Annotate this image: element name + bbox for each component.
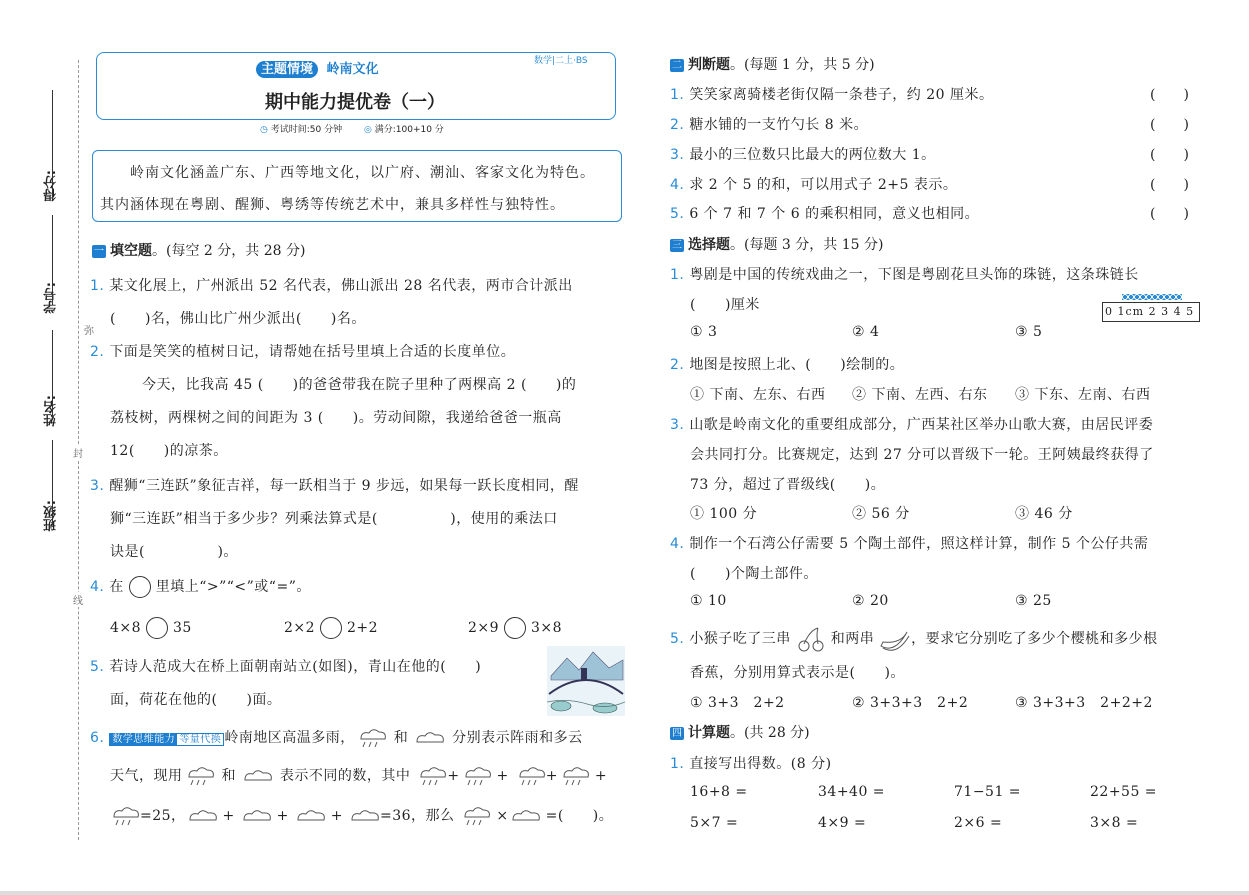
compare-circle[interactable] bbox=[129, 576, 151, 598]
exam-time bbox=[260, 122, 342, 135]
score-blank bbox=[52, 90, 53, 200]
section-title: 填空题 bbox=[110, 243, 152, 259]
compare-circle-2[interactable] bbox=[320, 617, 342, 639]
section-note: 。(每空 2 分，共 28 分) bbox=[152, 243, 306, 259]
q1-line-b: ( )名，佛山比广州少派出( )名。 bbox=[110, 311, 366, 327]
seal-mi: 弥 bbox=[84, 326, 94, 337]
cloudy-icon bbox=[348, 808, 380, 824]
tf-item-4: 4. 求 2 个 5 的和，可以用式子 2+5 表示。 bbox=[670, 177, 958, 193]
rain-cloud-icon bbox=[558, 765, 590, 787]
compare-2: 2×2 2+2 bbox=[284, 617, 378, 639]
banana-icon bbox=[879, 626, 911, 652]
section-note: 。(每题 3 分，共 15 分) bbox=[730, 237, 884, 253]
choice-q3-opt3[interactable]: ③ 46 分 bbox=[1015, 506, 1073, 522]
q2-line: 2. 下面是笑笑的植树日记，请帮她在括号里填上合适的长度单位。 bbox=[90, 344, 516, 360]
compare-circle-1[interactable] bbox=[146, 617, 168, 639]
exam-score-text: 满分:100+10 分 bbox=[374, 125, 444, 135]
section-fill-blank bbox=[92, 240, 305, 260]
name-label: 姓名: bbox=[44, 395, 59, 427]
tf-answer-1[interactable]: ( ) bbox=[1150, 87, 1189, 103]
choice-q3-a: 3. 山歌是岭南文化的重要组成部分，广西某社区举办山歌大赛，由居民评委 bbox=[670, 417, 1154, 433]
id-blank bbox=[52, 215, 53, 305]
q4-line: 4. 在 里填上“>”“<”或“=”。 bbox=[90, 576, 311, 598]
choice-q2-opt1[interactable]: ① 下南、左东、右西 bbox=[690, 387, 826, 403]
choice-q3-c: 73 分，超过了晋级线( )。 bbox=[690, 477, 886, 493]
rain-cloud-icon bbox=[108, 805, 140, 827]
intro-line-2: 其内涵体现在粤剧、醒狮、粤绣等传统艺术中，兼具多样性与独特性。 bbox=[100, 197, 565, 213]
poet-figure bbox=[581, 668, 587, 680]
section-note: 。(共 28 分) bbox=[730, 725, 810, 741]
choice-q5-a: 5. 小猴子吃了三串 和两串 ，要求它分别吃了多少个樱桃和多少根 bbox=[670, 626, 1158, 652]
q2-diary-a: 今天，比我高 45 ( )的爸爸带我在院子里种了两棵高 2 ( )的 bbox=[142, 377, 577, 393]
choice-q2: 2. 地图是按照上北、( )绘制的。 bbox=[670, 357, 905, 373]
tf-item-3: 3. 最小的三位数只比最大的两位数大 1。 bbox=[670, 147, 936, 163]
choice-q1-opt2[interactable]: ② 4 bbox=[852, 324, 880, 340]
q3-line-a: 3. 醒狮“三连跃”象征吉祥，每一跃相当于 9 步远，如果每一跃长度相同，醒 bbox=[90, 478, 579, 494]
choice-q5-b: 香蕉，分别用算式表示是( )。 bbox=[690, 665, 905, 681]
calc-q1: 1. 直接写出得数。(8 分) bbox=[670, 756, 832, 772]
section-calculation bbox=[670, 722, 810, 742]
check-icon: ◎ bbox=[364, 125, 372, 135]
q2-diary-b: 荔枝树，两棵树之间的间距为 3 ( )。劳动间隙，我递给爸爸一瓶高 bbox=[110, 410, 562, 426]
choice-q4-opt1[interactable]: ① 10 bbox=[690, 593, 727, 609]
rain-cloud-icon bbox=[460, 765, 492, 787]
rain-cloud-icon bbox=[514, 765, 546, 787]
name-blank bbox=[52, 330, 53, 420]
tf-item-1: 1. 笑笑家离骑楼老街仅隔一条巷子，约 20 厘米。 bbox=[670, 87, 994, 103]
section-title: 选择题 bbox=[688, 237, 730, 253]
cloudy-icon bbox=[294, 808, 326, 824]
section-number: 三 bbox=[672, 240, 682, 251]
class-blank bbox=[52, 440, 53, 525]
tf-answer-4[interactable]: ( ) bbox=[1150, 177, 1189, 193]
section-note: 。(每题 1 分，共 5 分) bbox=[730, 57, 875, 73]
compare-3: 2×9 3×8 bbox=[468, 617, 562, 639]
score-label: 得分: bbox=[44, 170, 59, 202]
intro-line-1: 岭南文化涵盖广东、广西等地文化，以广府、潮汕、客家文化为特色。 bbox=[130, 165, 595, 181]
q3-line-b: 狮“三连跃”相当于多少步？列乘法算式是( )，使用的乘法口 bbox=[110, 511, 558, 527]
cherry-icon bbox=[796, 626, 826, 652]
exam-score bbox=[364, 122, 444, 135]
ruler-labels: 0 1cm 2 3 4 5 bbox=[1105, 305, 1195, 318]
q5-line-b: 面，荷花在他的( )面。 bbox=[110, 692, 282, 708]
choice-q5-opt3[interactable]: ③ 3+3+3 2+2+2 bbox=[1015, 695, 1153, 711]
choice-q5-opt2[interactable]: ② 3+3+3 2+2 bbox=[852, 695, 969, 711]
q2-diary-c: 12( )的凉茶。 bbox=[110, 443, 228, 459]
compare-circle-3[interactable] bbox=[504, 617, 526, 639]
section-title: 计算题 bbox=[688, 725, 730, 741]
header-badge bbox=[256, 58, 379, 77]
ruler-image bbox=[1102, 294, 1200, 322]
choice-q2-opt2[interactable]: ② 下南、左西、右东 bbox=[852, 387, 988, 403]
tf-item-5: 5. 6 个 7 和 7 个 6 的乘积相同，意义也相同。 bbox=[670, 206, 980, 222]
calc-item: 3×8 = bbox=[1090, 815, 1139, 831]
tf-answer-3[interactable]: ( ) bbox=[1150, 147, 1189, 163]
bridge-illustration bbox=[547, 646, 625, 716]
tf-item-2: 2. 糖水铺的一支竹勺长 8 米。 bbox=[670, 117, 869, 133]
choice-q2-opt3[interactable]: ③ 下东、左南、右西 bbox=[1015, 387, 1151, 403]
theme-title: 岭南文化 bbox=[326, 62, 379, 77]
cloudy-icon bbox=[509, 808, 541, 824]
choice-q4-a: 4. 制作一个石湾公仔需要 5 个陶土部件，照这样计算，制作 5 个公仔共需 bbox=[670, 536, 1149, 552]
tf-answer-5[interactable]: ( ) bbox=[1150, 206, 1189, 222]
rain-cloud-icon bbox=[415, 765, 447, 787]
rain-cloud-icon bbox=[459, 805, 491, 827]
cloudy-icon bbox=[413, 730, 447, 746]
q5-line-a: 5. 若诗人范成大在桥上面朝南站立(如图)，青山在他的( ) bbox=[90, 659, 482, 675]
rain-cloud-icon bbox=[355, 727, 389, 749]
cloudy-icon bbox=[186, 808, 218, 824]
calc-item: 2×6 = bbox=[954, 815, 1003, 831]
q6-line-a: 6. 数学思维能力 等量代换 岭南地区高温多雨， 和 分别表示阵雨和多云 bbox=[90, 727, 583, 749]
section-number: 二 bbox=[672, 60, 682, 71]
grade-label: 数学|二上·BS bbox=[534, 56, 588, 66]
calc-item: 34+40 = bbox=[818, 784, 886, 800]
section-title: 判断题 bbox=[688, 57, 730, 73]
calc-item: 4×9 = bbox=[818, 815, 867, 831]
class-label: 班级: bbox=[44, 500, 59, 532]
calc-item: 71−51 = bbox=[954, 784, 1022, 800]
q6-tag: 数学思维能力 等量代换 bbox=[109, 733, 224, 746]
q6-line-b: 天气，现用 和 表示不同的数，其中 + + + + bbox=[110, 765, 607, 787]
q6-line-c: =25， + + + =36，那么 × =( )。 bbox=[108, 805, 613, 827]
lotus-leaf bbox=[551, 701, 571, 711]
choice-q3-b: 会共同打分。比赛规定，达到 27 分可以晋级下一轮。王阿姨最终获得了 bbox=[690, 447, 1154, 463]
seal-xian: 线 bbox=[73, 592, 83, 607]
id-label: 学号: bbox=[44, 282, 59, 314]
q1-line-a: 1. 某文化展上，广州派出 52 名代表，佛山派出 28 名代表，两市合计派出 bbox=[90, 278, 573, 294]
exam-time-text: 考试时间:50 分钟 bbox=[270, 125, 343, 135]
choice-q3-opt1[interactable]: ① 100 分 bbox=[690, 506, 758, 522]
q3-line-c: 诀是( )。 bbox=[110, 544, 238, 560]
choice-q5-opt1[interactable]: ① 3+3 2+2 bbox=[690, 695, 785, 711]
seal-feng: 封 bbox=[73, 445, 83, 460]
section-number: 四 bbox=[672, 728, 682, 739]
bottom-border bbox=[0, 891, 1249, 895]
bead-chain bbox=[1122, 294, 1182, 300]
choice-q1-opt1[interactable]: ① 3 bbox=[690, 324, 718, 340]
rain-cloud-icon bbox=[183, 765, 217, 787]
choice-q4-opt2[interactable]: ② 20 bbox=[852, 593, 889, 609]
calc-item: 5×7 = bbox=[690, 815, 739, 831]
cloudy-icon bbox=[241, 768, 275, 784]
theme-badge: 主题情境 bbox=[256, 61, 318, 78]
choice-q1-a: 1. 粤剧是中国的传统戏曲之一，下图是粤剧花旦头饰的珠链，这条珠链长 bbox=[670, 267, 1139, 283]
section-true-false bbox=[670, 54, 875, 74]
calc-item: 22+55 = bbox=[1090, 784, 1158, 800]
section-number: 一 bbox=[94, 246, 104, 257]
page-title: 期中能力提优卷（一） bbox=[265, 92, 445, 113]
compare-1: 4×8 35 bbox=[110, 617, 192, 639]
tf-answer-2[interactable]: ( ) bbox=[1150, 117, 1189, 133]
choice-q1-opt3[interactable]: ③ 5 bbox=[1015, 324, 1043, 340]
clock-icon: ◷ bbox=[260, 125, 268, 135]
section-choice bbox=[670, 234, 883, 254]
choice-q1-b: ( )厘米 bbox=[690, 297, 760, 313]
choice-q4-opt3[interactable]: ③ 25 bbox=[1015, 593, 1052, 609]
choice-q4-b: ( )个陶土部件。 bbox=[690, 566, 818, 582]
choice-q3-opt2[interactable]: ② 56 分 bbox=[852, 506, 910, 522]
cloudy-icon bbox=[240, 808, 272, 824]
calc-item: 16+8 = bbox=[690, 784, 748, 800]
